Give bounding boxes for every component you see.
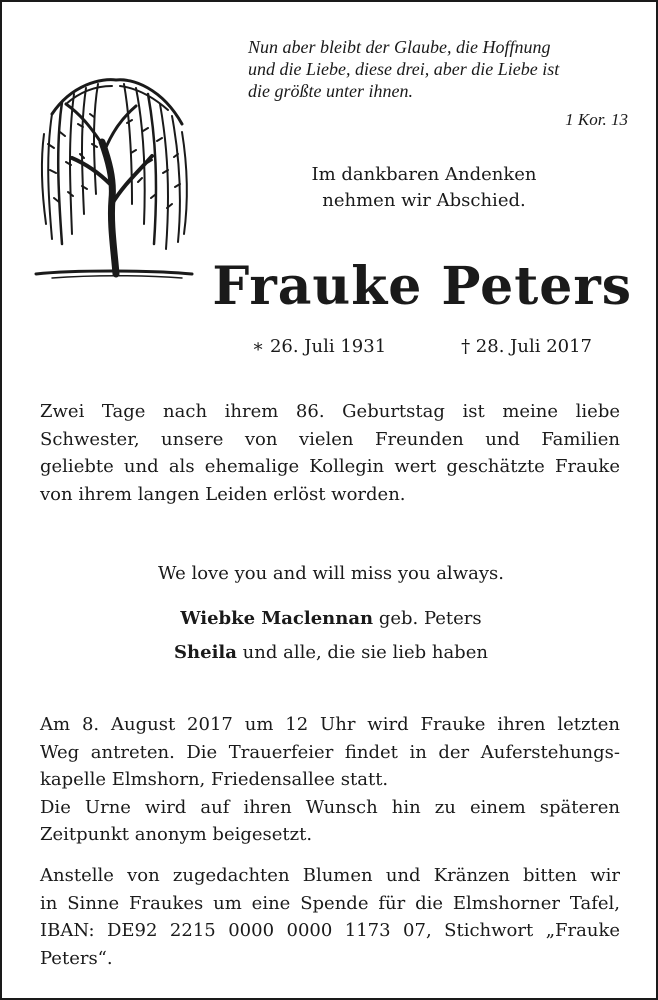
paragraph-line: Am 8. August 2017 um 12 Uhr wird Frauke ihren letzten: [40, 714, 620, 735]
verse-reference: 1 Kor. 13: [565, 110, 628, 129]
paragraph-line: Zwei Tage nach ihrem 86. Geburtstag ist meine liebe: [40, 401, 620, 422]
paragraph-line: Anstelle von zugedachten Blumen und Kränzen bitten wir: [40, 865, 620, 886]
paragraph-line: IBAN: DE92 2215 0000 0000 1173 07, Stichwort „Frauke: [40, 920, 620, 941]
verse-line: und die Liebe, diese drei, aber die Liebe ist: [248, 59, 560, 79]
paragraph-line: kapelle Elmshorn, Friedensallee statt.: [40, 769, 389, 790]
intro-text: [252, 162, 596, 214]
funeral-paragraph: [40, 711, 620, 849]
signer-suffix: und alle, die sie lieb haben: [236, 642, 488, 663]
paragraph-line: geliebte und als ehemalige Kollegin wert geschätzte Frauke: [40, 456, 620, 477]
paragraph-line: Zeitpunkt anonym beigesetzt.: [40, 824, 313, 845]
birth-date: ∗ 26. Juli 1931: [252, 336, 387, 357]
announcement-paragraph: [40, 398, 620, 508]
signer-suffix: geb. Peters: [373, 608, 482, 629]
paragraph-line: Peters“.: [40, 947, 113, 969]
verse-line: die größte unter ihnen.: [248, 81, 413, 101]
signer-name: Sheila: [174, 642, 237, 663]
intro-line: nehmen wir Abschied.: [322, 190, 526, 211]
farewell-line: We love you and will miss you always.: [158, 563, 504, 584]
paragraph-line: Schwester, unsere von vielen Freunden und Familien: [40, 428, 620, 450]
signer-line: [40, 602, 622, 636]
death-date: † 28. Juli 2017: [461, 336, 592, 357]
signer-name: Wiebke Maclennan: [180, 608, 374, 629]
paragraph-line: Die Urne wird auf ihren Wunsch hin zu einem späteren: [40, 796, 620, 818]
paragraph-line: in Sinne Fraukes um eine Spende für die Elmshorner Tafel,: [40, 892, 620, 914]
donation-paragraph: [40, 862, 620, 972]
intro-line: Im dankbaren Andenken: [311, 164, 537, 185]
bible-verse: [248, 36, 628, 102]
verse-line: Nun aber bleibt der Glaube, die Hoffnung: [248, 37, 551, 57]
paragraph-line: Weg antreten. Die Trauerfeier findet in der Auferstehungs-: [40, 741, 620, 763]
paragraph-line: von ihrem langen Leiden erlöst worden.: [40, 483, 406, 505]
signers: [40, 602, 622, 670]
signer-line: [40, 636, 622, 670]
weeping-willow-icon: [32, 74, 194, 284]
deceased-name: Frauke Peters: [212, 256, 632, 317]
